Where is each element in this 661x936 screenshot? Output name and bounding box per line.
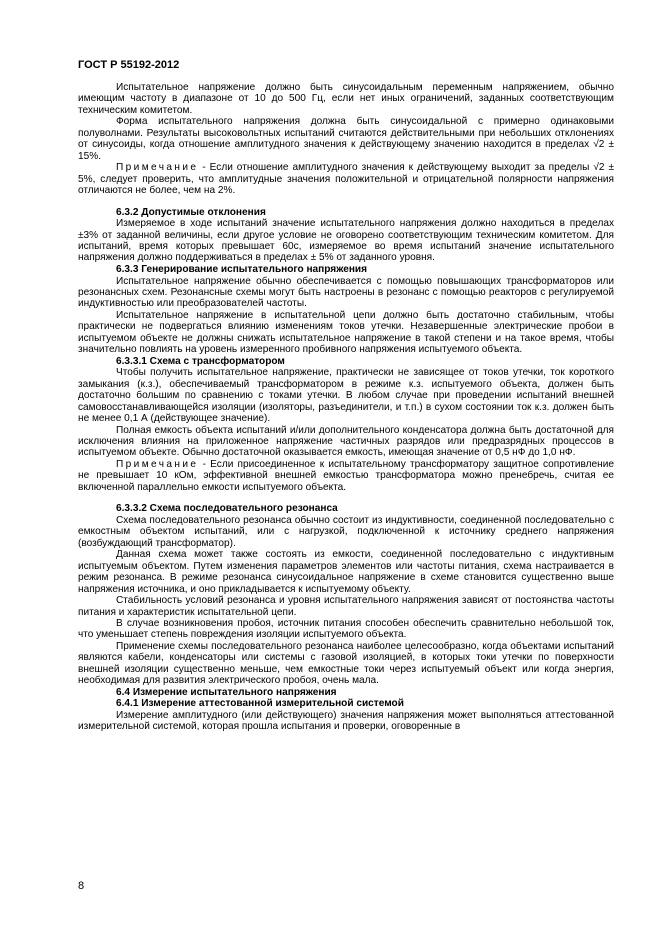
note bbox=[78, 459, 614, 493]
page-number: 8 bbox=[78, 880, 85, 892]
document-body bbox=[78, 82, 614, 733]
note bbox=[78, 162, 614, 196]
paragraph: Форма испытательного напряжения должна быть синусоидальной с примерно одинаковыми полуволнами. Результаты высоковольтных испытаний считаются действительными при небольших отклонениях от синусоиды, когда отношение амплитудного значения к действующему значению находится в пределах √2 ± 15%. bbox=[78, 116, 614, 162]
paragraph: Стабильность условий резонанса и уровня испытательного напряжения зависят от постоянства частоты питания и характеристик испытательной цепи. bbox=[78, 595, 614, 618]
note-text: - Если отношение амплитудного значения к действующему выходит за пределы √2 ± 5%, следует проверить, что амплитудные значения положительной и отрицательной полярности напряжения отличаются не более, чем на 2%. bbox=[78, 162, 614, 197]
document-header: ГОСТ Р 55192-2012 bbox=[78, 59, 180, 71]
paragraph: Схема последовательного резонанса обычно состоит из индуктивности, соединенной последовательно с емкостным объектом испытаний, или с нагрузкой, подключенной к источнику среднего напряжения (возбуждающий трансформатор). bbox=[78, 514, 614, 549]
note-text: - Если присоединенное к испытательному трансформатору защитное сопротивление не превышает 10 кОм, эффективной внешней емкостью трансформатора можно пренебречь, считая ее включенной параллельно емкости испытуемого объекта. bbox=[78, 458, 614, 493]
paragraph: Данная схема может также состоять из емкости, соединенной последовательно с индуктивным испытуемым объектом. Путем изменения параметров элементов или частоты питания, схема настраивается в режим резонанса. В режиме резонанса синусоидальное напряжение в схеме становится существенно выше напряжения источника, и оно прикладывается к испытуемому объекту. bbox=[78, 549, 614, 595]
paragraph: Применение схемы последовательного резонанса наиболее целесообразно, когда объектами испытаний являются кабели, конденсаторы или системы с газовой изоляцией, в которых токи утечки по поверхности внешней изоляции существенно меньше, чем емкостные токи через испытуемый объект или когда энергия, необходимая для развития электрического пробоя, очень мала. bbox=[78, 640, 614, 687]
section-heading-6-4: 6.4 Измерение испытательного напряжения bbox=[116, 686, 337, 698]
section-heading-6-4-1: 6.4.1 Измерение аттестованной измерительной системой bbox=[116, 698, 404, 710]
paragraph: Испытательное напряжение должно быть синусоидальным переменным напряжением, обычно имеющим частоту в диапазоне от 10 до 500 Гц, если нет иных ограничений, заданных соответствующим техническим комитетом. bbox=[78, 82, 614, 116]
note-label: Примечание bbox=[116, 162, 199, 174]
paragraph: Измерение амплитудного (или действующего) значения напряжения может выполняться аттестованной измерительной системой, которая прошла испытания и проверки, оговоренные в bbox=[78, 709, 614, 733]
paragraph: Испытательное напряжение в испытательной цепи должно быть достаточно стабильным, чтобы практически не подвергаться влиянию изменениям токов утечки. Незавершенные электрические пробои в испытуемом объекте не должны снижать испытательное напряжение в такой степени и на такое время, чтобы значительно повлиять на уровень измеренного пробивного напряжения испытуемого объекта. bbox=[78, 309, 614, 356]
paragraph: В случае возникновения пробоя, источник питания способен обеспечить сравнительно небольшой ток, что уменьшает степень повреждения изоляции испытуемого объекта. bbox=[78, 617, 614, 641]
paragraph: Измеряемое в ходе испытаний значение испытательного напряжения должно находиться в пределах ±3% от заданной величины, если другое условие не оговорено соответствующим техническим комитетом. Для испытаний, время которых превышает 60с, измеряемое во время испытаний значение испытательного напряжения должно поддерживаться в пределах ± 5% от заданного уровня. bbox=[78, 218, 614, 264]
paragraph: Полная емкость объекта испытаний и/или дополнительного конденсатора должна быть достаточной для исключения влияния на приложенное напряжение частичных разрядов или предразрядных процессов в испытуемом объекте. Обычно достаточной оказывается емкость, имеющая значение от 0,5 нФ до 1,0 нФ. bbox=[78, 424, 614, 459]
section-heading-6-3-3: 6.3.3 Генерирование испытательного напряжения bbox=[116, 263, 368, 275]
paragraph: Испытательное напряжение обычно обеспечивается с помощью повышающих трансформаторов или резонансных схем. Резонансные схемы могут быть настроены в резонанс с помощью реакторов с регулируемой индуктивностью или преобразователей частоты. bbox=[78, 275, 614, 310]
section-heading-6-3-3-1: 6.3.3.1 Схема с трансформатором bbox=[116, 355, 285, 367]
section-heading-6-3-2: 6.3.2 Допустимые отклонения bbox=[116, 206, 266, 218]
paragraph: Чтобы получить испытательное напряжение, практически не зависящее от токов утечки, ток короткого замыкания (к.з.), обеспечиваемый трансформатором в режиме к.з. испытуемого объекта, должен быть достаточно большим по сравнению с токами утечки. В любом случае при проведении испытаний внешней самовосстанавливающейся изоляции (изоляторы, разъединители, и т.п.) в сухом состоянии ток к.з. должен быть не менее 0,1 А (действующее значение). bbox=[78, 367, 614, 425]
note-label: Примечание bbox=[116, 458, 199, 470]
section-heading-6-3-3-2: 6.3.3.2 Схема последовательного резонанса bbox=[116, 503, 338, 515]
